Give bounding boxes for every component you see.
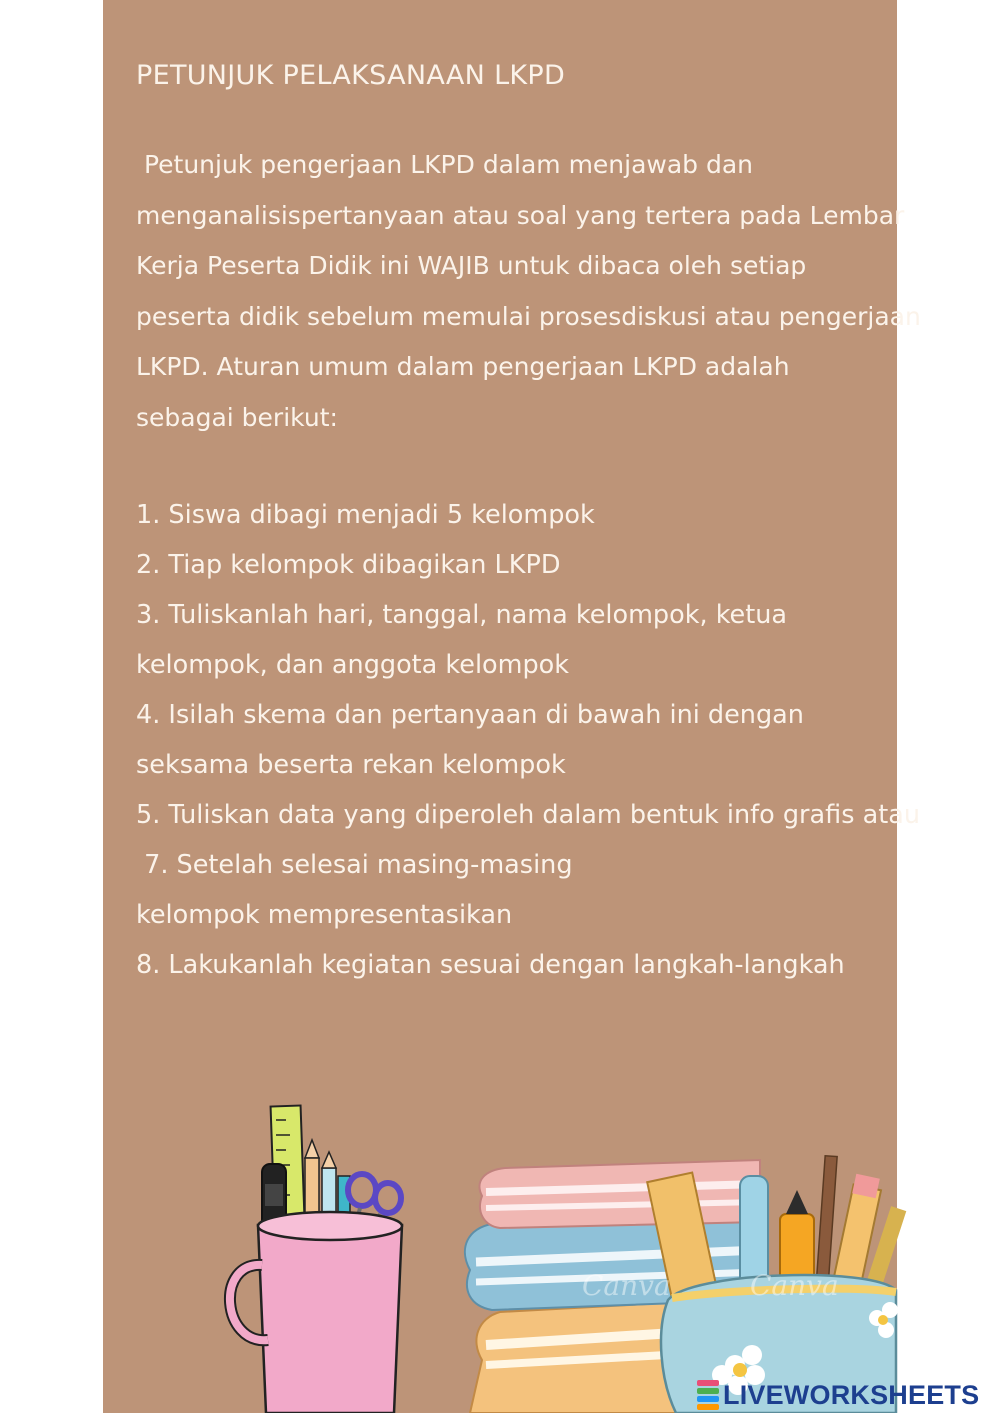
page-title: PETUNJUK PELAKSANAAN LKPD	[136, 60, 566, 92]
intro-line: Petunjuk pengerjaan LKPD dalam menjawab dan	[136, 150, 754, 179]
liveworksheets-logo[interactable]	[697, 1379, 979, 1411]
rule-item: 5. Tuliskan data yang diperoleh dalam bentuk info grafis atau	[136, 800, 921, 830]
rule-item: 7. Setelah selesai masing-masing kelompok mempresentasikan	[136, 850, 581, 930]
rule-item: 2. Tiap kelompok dibagikan LKPD	[136, 550, 561, 580]
liveworksheets-badge-icon	[697, 1380, 719, 1410]
intro-line: sebagai berikut:	[136, 402, 338, 432]
rule-item: 1. Siswa dibagi menjadi 5 kelompok	[136, 500, 595, 530]
intro-line: LKPD. Aturan umum dalam pengerjaan LKPD adalah	[136, 352, 790, 381]
books-and-pouch-icon	[465, 1156, 906, 1413]
pencil-cup-icon	[230, 1106, 402, 1413]
liveworksheets-logo-text: LIVEWORKSHEETS	[723, 1379, 980, 1410]
rule-item: 8. Lakukanlah kegiatan sesuai dengan langkah-langkah	[136, 950, 845, 980]
canva-watermark: Canva	[582, 1269, 671, 1302]
intro-line: menganalisispertanyaan atau soal yang tertera pada Lembar	[136, 200, 905, 230]
canva-watermark: Canva	[750, 1269, 839, 1302]
intro-line: peserta didik sebelum memulai prosesdiskusi atau pengerjaan	[136, 301, 921, 331]
rule-item: 4. Isilah skema dan pertanyaan di bawah ini dengan seksama beserta rekan kelompok	[136, 700, 804, 780]
intro-line: Kerja Peserta Didik ini WAJIB untuk dibaca oleh setiap	[136, 251, 807, 280]
rule-item: 3. Tuliskanlah hari, tanggal, nama kelompok, ketua kelompok, dan anggota kelompok	[136, 600, 788, 680]
